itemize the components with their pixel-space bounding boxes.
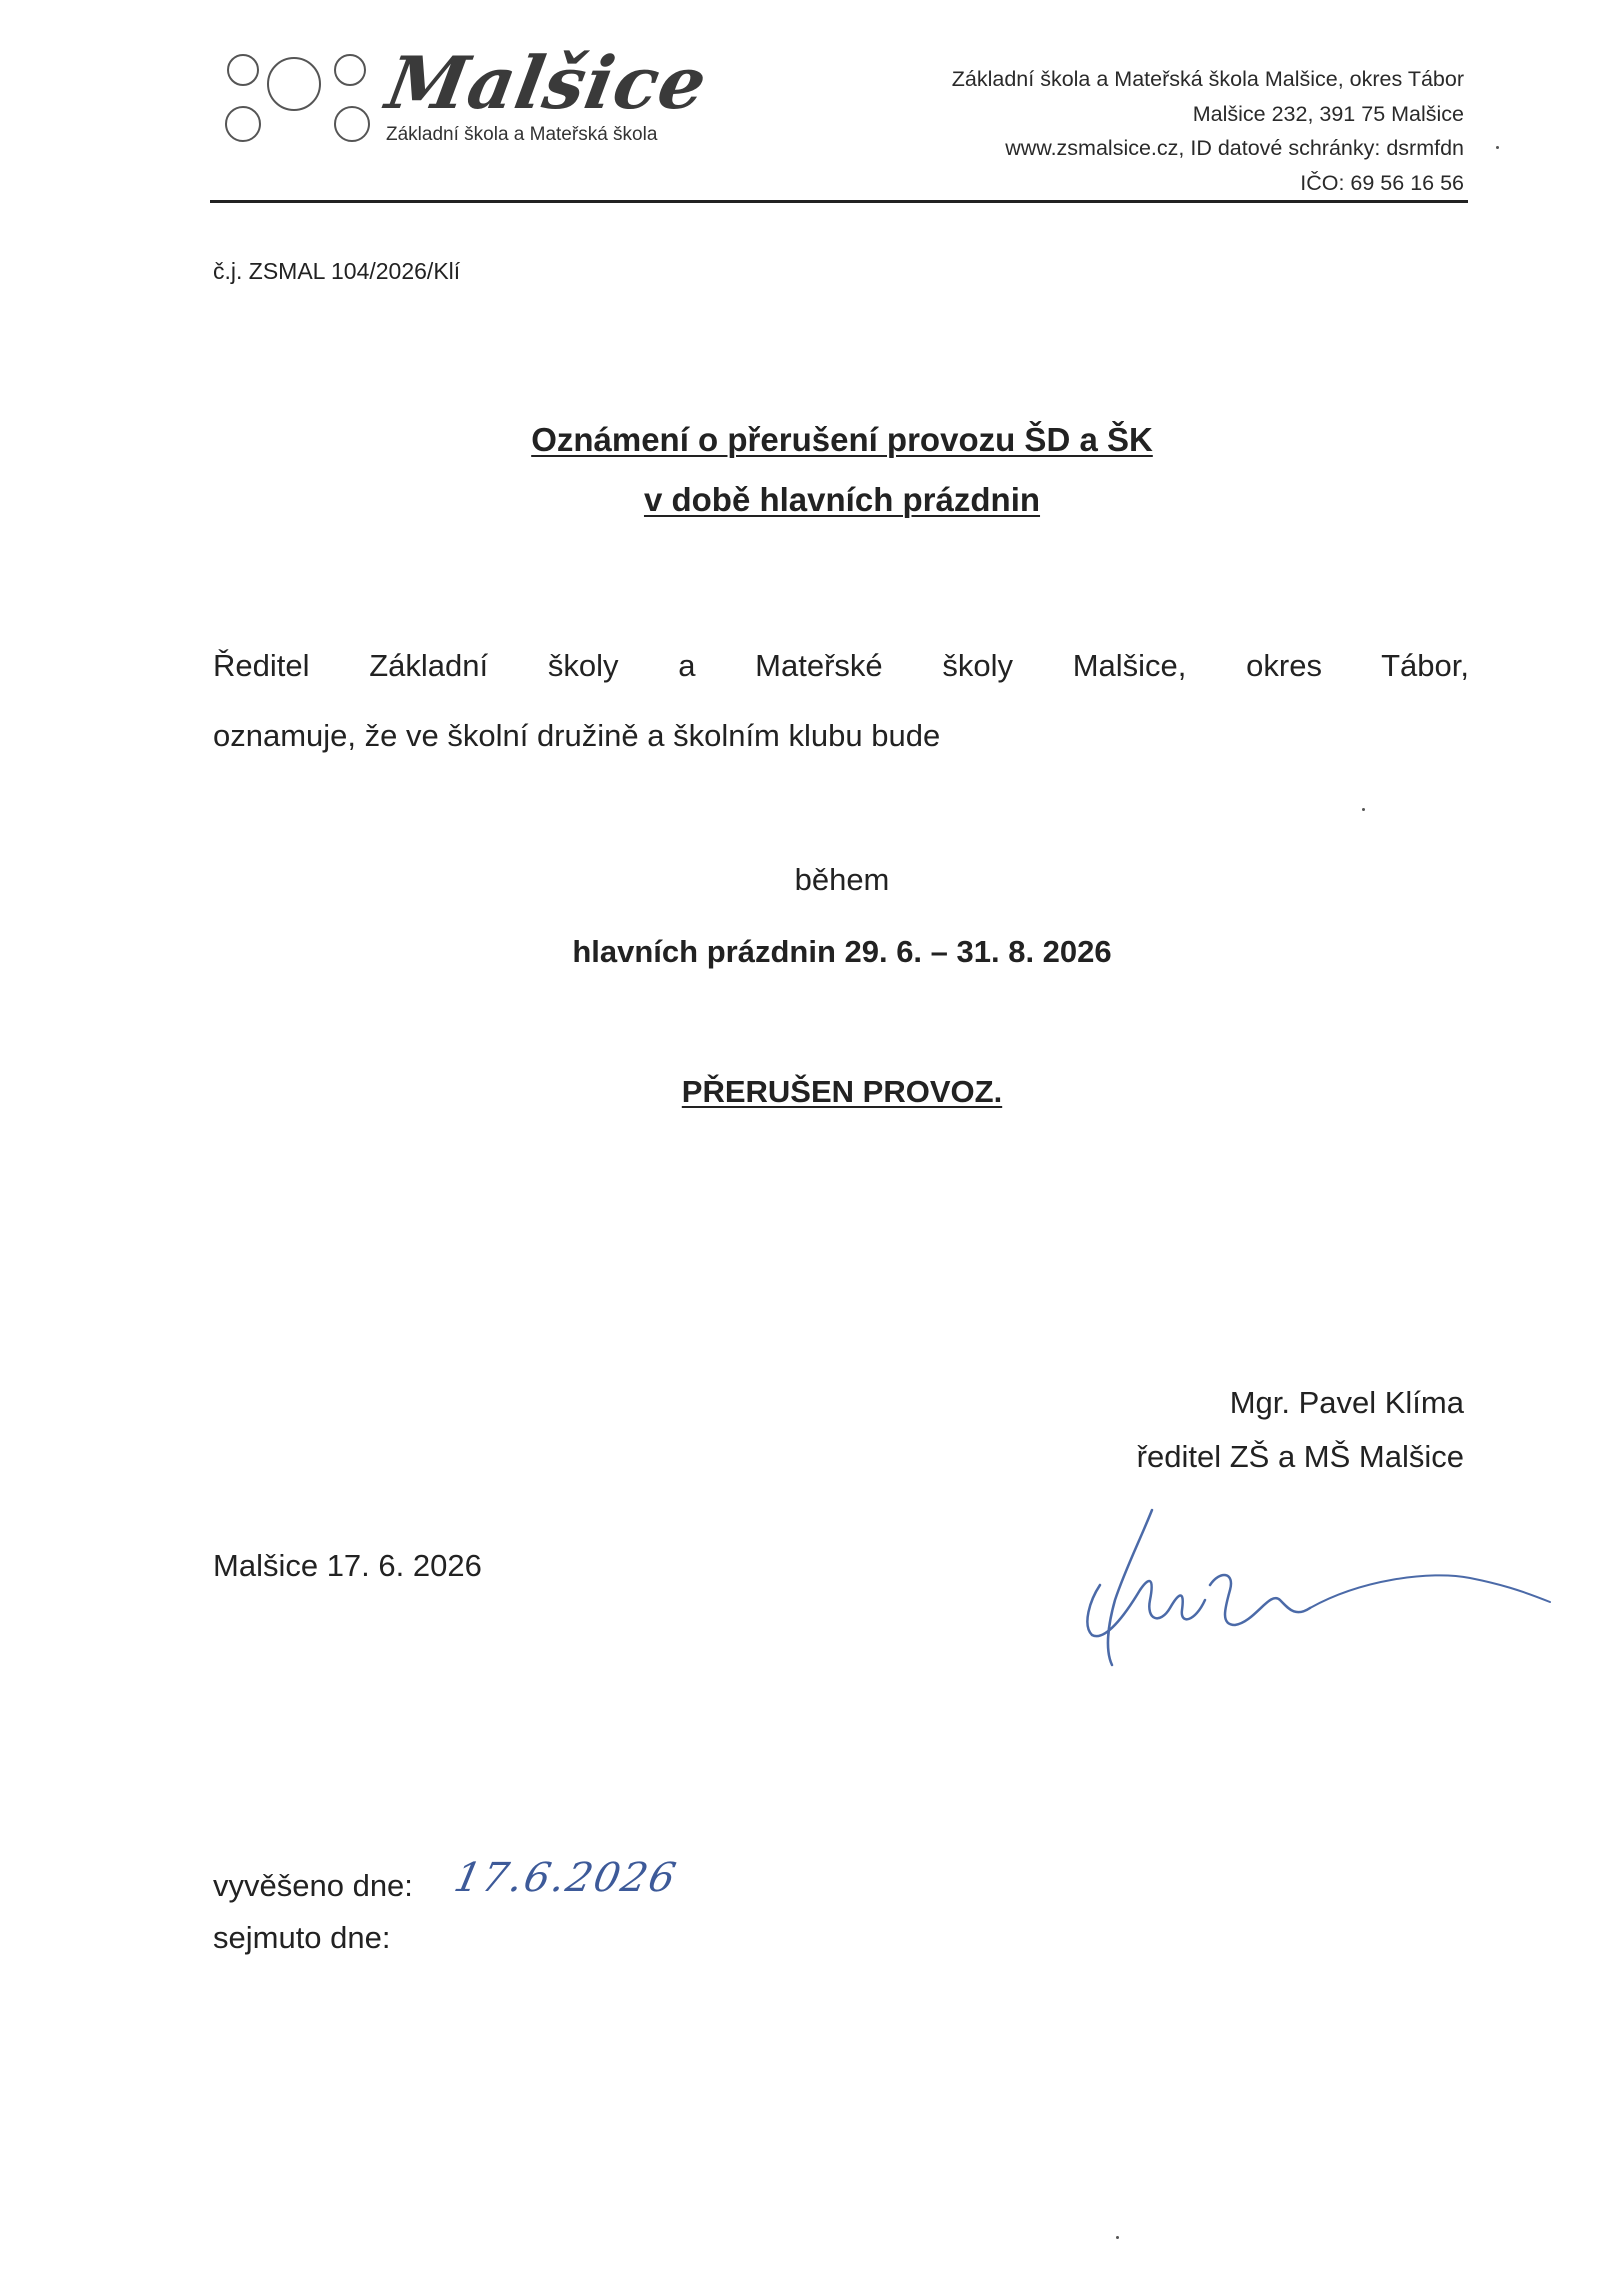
posted-label: vyvěšeno dne: [213, 1868, 413, 1903]
address-line: www.zsmalsice.cz, ID datové schránky: dsrmfdn [1005, 136, 1464, 160]
body-line-1: Ředitel Základní školy a Mateřské školy Malšice, okres Tábor, [213, 648, 1469, 683]
removed-label: sejmuto dne: [213, 1920, 391, 1955]
address-line: IČO: 69 56 16 56 [1300, 170, 1464, 195]
speck [1496, 146, 1499, 149]
title-line-2: v době hlavních prázdnin [643, 481, 1041, 518]
body-line-2: oznamuje, že ve školní družině a školním klubu bude [213, 718, 941, 753]
signatory-name: Mgr. Pavel Klíma [1229, 1385, 1464, 1420]
logo-circles [212, 52, 382, 152]
address-line: Malšice 232, 391 75 Malšice [1192, 101, 1464, 126]
header-divider [210, 200, 1468, 203]
speck [1116, 2236, 1119, 2239]
speck [1362, 808, 1365, 811]
place-date: Malšice 17. 6. 2026 [213, 1548, 482, 1583]
logo-wordmark: Malšice [380, 40, 714, 125]
address-line: Základní škola a Mateřská škola Malšice, okres Tábor [951, 67, 1464, 91]
posted-date-handwritten: 17.6.2026 [450, 1855, 682, 1901]
notice-title [0, 410, 1606, 530]
signatory-role: ředitel ZŠ a MŠ Malšice [1136, 1439, 1464, 1474]
closure-notice [0, 1074, 1606, 1110]
body-during: během [794, 862, 890, 897]
logo-subtitle: Základní škola a Mateřská škola [386, 124, 658, 145]
holiday-period: hlavních prázdnin 29. 6. – 31. 8. 2026 [572, 934, 1112, 969]
handwritten-signature [1070, 1490, 1570, 1680]
reference-number: č.j. ZSMAL 104/2026/Klí [213, 258, 461, 284]
school-address [952, 62, 1464, 200]
title-line-1: Oznámení o přerušení provozu ŠD a ŠK [531, 421, 1153, 458]
signatory [1137, 1376, 1464, 1484]
closure-notice-text: PŘERUŠEN PROVOZ. [681, 1074, 1003, 1109]
